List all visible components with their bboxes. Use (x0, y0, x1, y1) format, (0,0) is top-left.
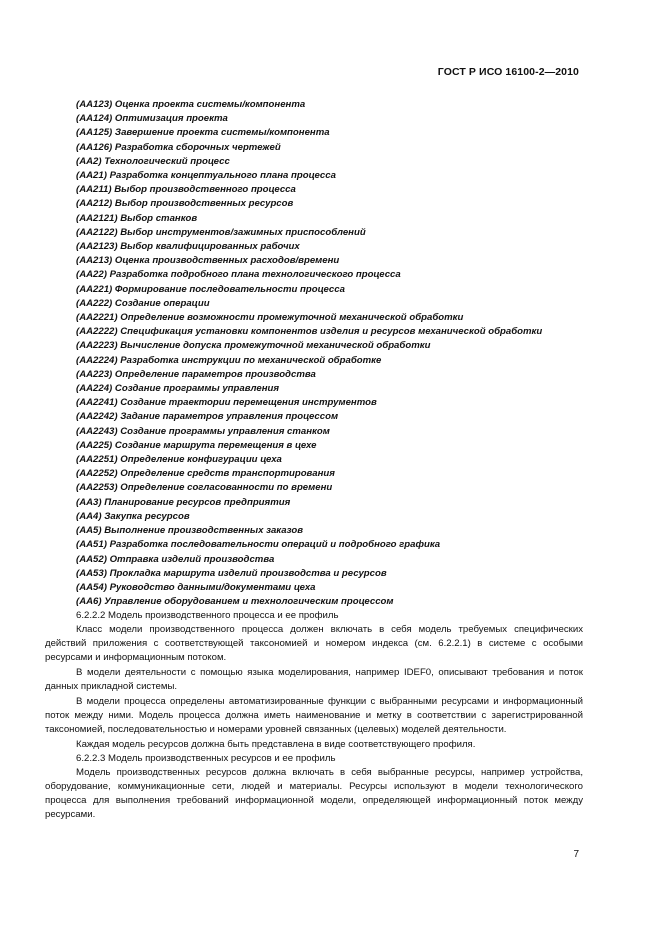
page-number: 7 (573, 849, 579, 860)
activity-item: (AA2252) Определение средств транспортирования (76, 468, 335, 480)
activity-item: (AA2224) Разработка инструкции по механической обработке (76, 354, 382, 366)
activity-item: (AA53) Прокладка маршрута изделий производства и ресурсов (76, 567, 387, 579)
activity-item: (AA22) Разработка подробного плана технологического процесса (76, 269, 401, 281)
activity-item: (AA52) Отправка изделий производства (76, 553, 275, 565)
section-6222 (45, 609, 583, 751)
activity-item: (AA221) Формирование последовательности процесса (76, 283, 345, 295)
activity-list (45, 98, 583, 609)
page-content (45, 98, 583, 822)
activity-item: (AA124) Оптимизация проекта (76, 113, 228, 125)
activity-item: (AA2251) Определение конфигурации цеха (76, 454, 282, 466)
activity-item: (AA5) Выполнение производственных заказов (76, 525, 304, 537)
activity-item: (AA2123) Выбор квалифицированных рабочих (76, 241, 300, 253)
activity-item: (AA223) Определение параметров производства (76, 368, 316, 380)
activity-item: (AA125) Завершение проекта системы/компонента (76, 127, 330, 139)
activity-item: (AA212) Выбор производственных ресурсов (76, 198, 294, 210)
document-code-header: ГОСТ Р ИСО 16100-2—2010 (437, 66, 579, 78)
activity-item: (AA224) Создание программы управления (76, 383, 280, 395)
activity-item: (AA2122) Выбор инструментов/зажимных приспособлений (76, 226, 366, 238)
activity-item: (AA222) Создание операции (76, 297, 210, 309)
activity-item: (AA3) Планирование ресурсов предприятия (76, 496, 291, 508)
activity-item: (AA21) Разработка концептуального плана процесса (76, 170, 336, 182)
body-paragraph: Модель производственных ресурсов должна включать в себя выбранные ресурсы, например устройства, оборудование, коммуникационные сети, людей и материалы. Ресурсы используют в модели технологического процесса для выполнения требований информационной модели, определяющей информационный поток между ресурсами. (45, 766, 583, 820)
activity-item: (AA2243) Создание программы управления станком (76, 425, 330, 437)
activity-item: (AA2253) Определение согласованности по времени (76, 482, 333, 494)
activity-item: (AA2222) Спецификация установки компонентов изделия и ресурсов механической обработки (76, 326, 543, 338)
body-paragraph: Класс модели производственного процесса должен включать в себя модель требуемых специфических действий приложения с соответствующей таксономией и номером индекса (см. 6.2.2.1) в системе с особыми ресурсами и информационным потоком. (45, 624, 583, 664)
activity-item: (AA6) Управление оборудованием и технологическим процессом (76, 596, 394, 608)
body-paragraph: В модели деятельности с помощью языка моделирования, например IDEF0, описывают требования и поток данных прикладной системы. (45, 667, 583, 693)
activity-item: (AA51) Разработка последовательности операций и подробного графика (76, 539, 441, 551)
activity-item: (AA2223) Вычисление допуска промежуточной механической обработки (76, 340, 431, 352)
section-6223 (45, 752, 583, 822)
activity-item: (AA4) Закупка ресурсов (76, 510, 190, 522)
section-heading: 6.2.2.2 Модель производственного процесса и ее профиль (76, 610, 339, 622)
activity-item: (AA54) Руководство данными/документами цеха (76, 581, 316, 593)
activity-item: (AA2242) Задание параметров управления процессом (76, 411, 339, 423)
body-paragraph: В модели процесса определены автоматизированные функции с выбранными ресурсами и информационный поток между ними. Модель процесса должна иметь наименование и метку в соответствии с зарегистрированной таксономией, последовательностью и номерами уровней связанных (целевых) моделей деятельности. (45, 695, 583, 735)
activity-item: (AA225) Создание маршрута перемещения в цехе (76, 439, 317, 451)
activity-item: (AA2221) Определение возможности промежуточной механической обработки (76, 312, 464, 324)
activity-item: (AA211) Выбор производственного процесса (76, 184, 296, 196)
activity-item: (AA123) Оценка проекта системы/компонента (76, 99, 306, 110)
activity-item: (AA2121) Выбор станков (76, 212, 198, 224)
activity-item: (AA126) Разработка сборочных чертежей (76, 141, 281, 153)
section-heading: 6.2.2.3 Модель производственных ресурсов и ее профиль (76, 752, 336, 764)
activity-item: (AA2241) Создание траектории перемещения инструментов (76, 397, 377, 409)
activity-item: (AA213) Оценка производственных расходов/времени (76, 255, 340, 267)
body-paragraph: Каждая модель ресурсов должна быть представлена в виде соответствующего профиля. (76, 738, 476, 750)
activity-item: (AA2) Технологический процесс (76, 155, 230, 167)
